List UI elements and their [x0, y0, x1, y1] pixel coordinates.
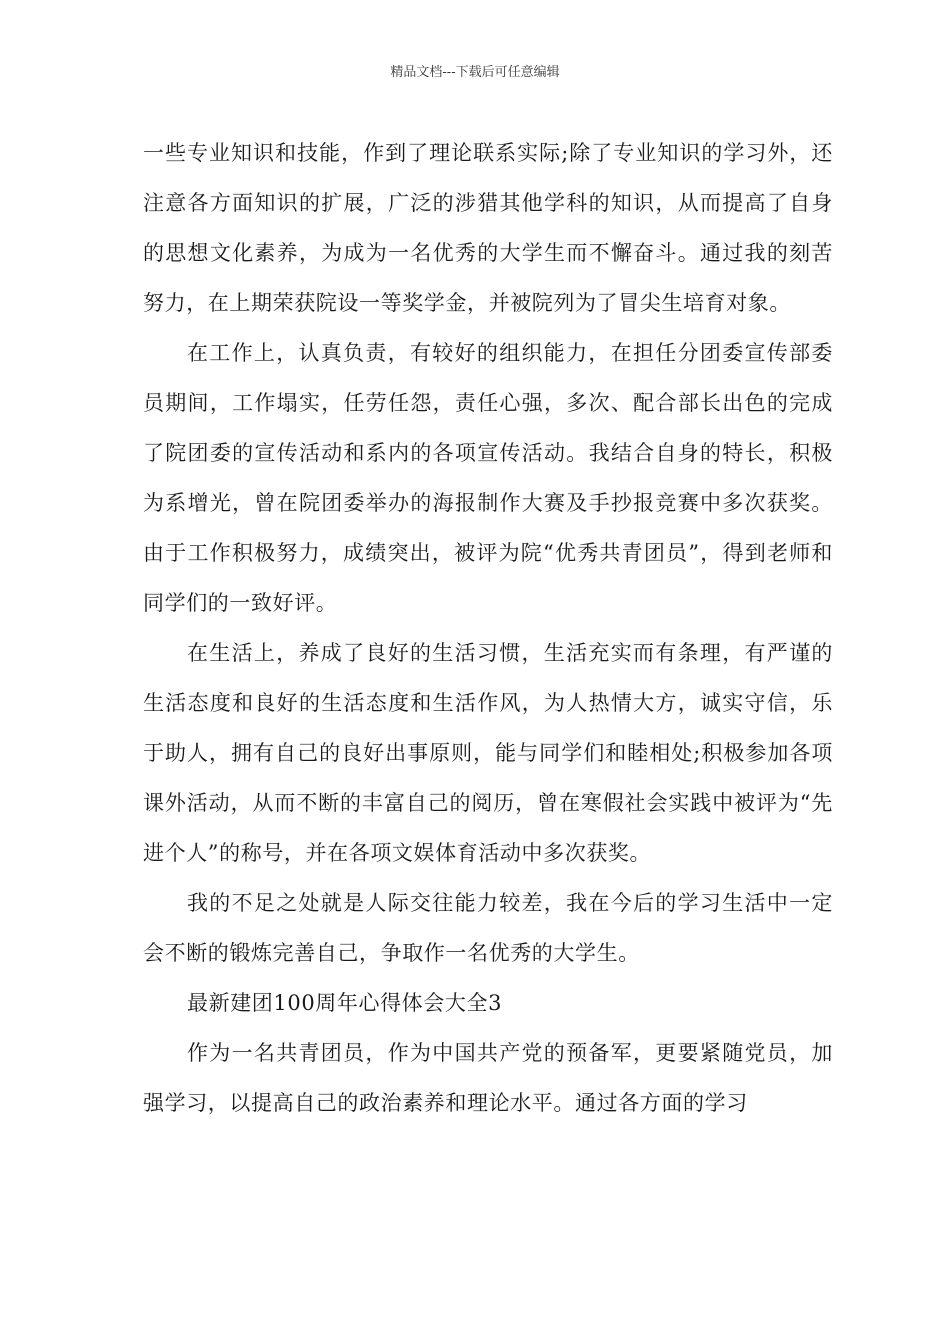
paragraph-intro: 作为一名共青团员，作为中国共产党的预备军，更要紧随党员，加强学习，以提高自己的政治素养和理论水平。通过各方面的学习: [143, 1041, 833, 1115]
paragraph-work: 在工作上，认真负责，有较好的组织能力，在担任分团委宣传部委员期间，工作塌实，任劳任怨，责任心强，多次、配合部长出色的完成了院团委的宣传活动和系内的各项宣传活动。我结合自身的特长，积极为系增光，曾在院团委举办的海报制作大赛及手抄报竞赛中多次获奖。由于工作积极努力，成绩突出，被评为院“优秀共青团员”，得到老师和同学们的一致好评。: [143, 341, 833, 615]
paragraph-shortcomings: 我的不足之处就是人际交往能力较差，我在今后的学习生活中一定会不断的锻炼完善自己，争取作一名优秀的大学生。: [143, 891, 833, 965]
page-header: 精品文档---下载后可任意编辑: [390, 65, 560, 80]
section-heading: 最新建团100周年心得体会大全3: [187, 991, 503, 1015]
paragraph-continued: 一些专业知识和技能，作到了理论联系实际;除了专业知识的学习外，还注意各方面知识的扩展，广泛的涉猎其他学科的知识，从而提高了自身的思想文化素养，为成为一名优秀的大学生而不懈奋斗。通过我的刻苦努力，在上期荣获院设一等奖学金，并被院列为了冒尖生培育对象。: [143, 141, 833, 315]
document-body: [143, 128, 833, 1128]
paragraph-life: 在生活上，养成了良好的生活习惯，生活充实而有条理，有严谨的生活态度和良好的生活态度和生活作风，为人热情大方，诚实守信，乐于助人，拥有自己的良好出事原则，能与同学们和睦相处;积极参加各项课外活动，从而不断的丰富自己的阅历，曾在寒假社会实践中被评为“先进个人”的称号，并在各项文娱体育活动中多次获奖。: [143, 641, 833, 865]
